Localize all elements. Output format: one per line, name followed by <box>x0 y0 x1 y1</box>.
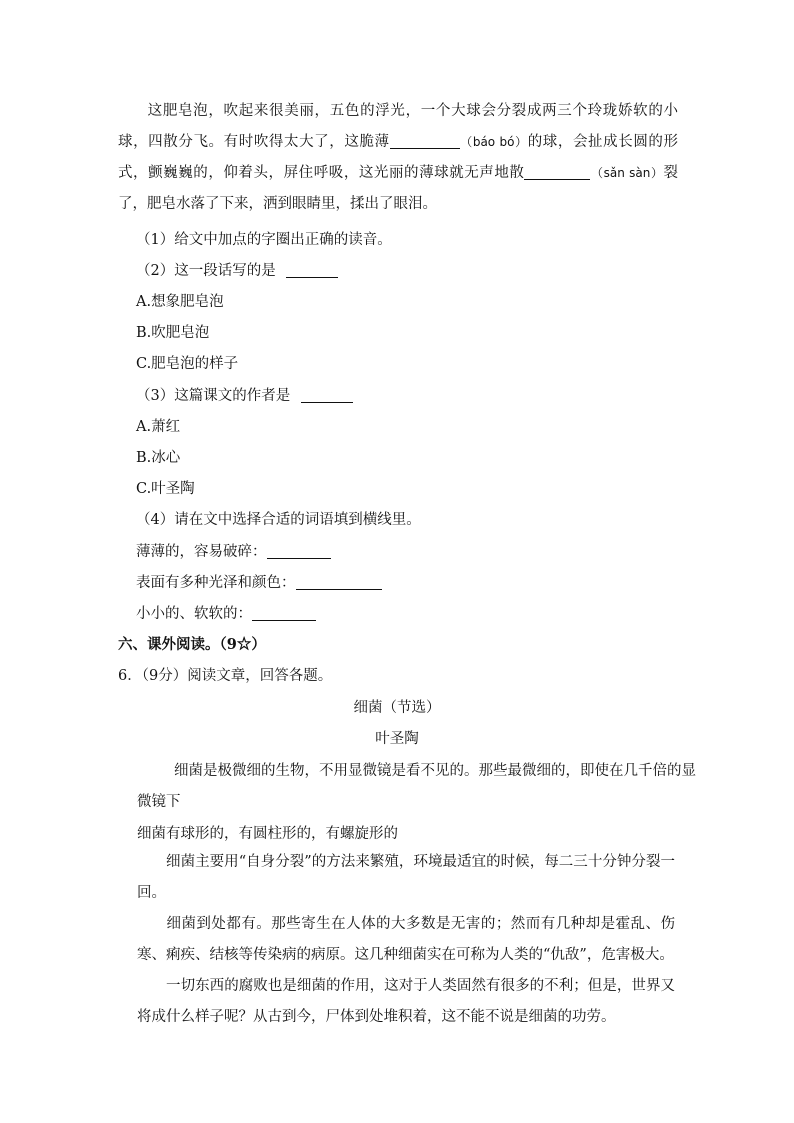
question-4: （4）请在文中选择合适的词语填到横线里。 <box>136 512 421 528</box>
passage-paragraph: 这肥皂泡，吹起来很美丽，五色的浮光，一个大球会分裂成两三个玲珑娇软的小球，四散分飞。有时吹得太大了，这脆薄 （báo bó）的球，会扯成长圆的形式，颤巍巍的，仰着头，屏住呼吸，这光丽的薄球就无声地散 （sǎn sàn）裂了，肥皂水落了下来，洒到眼睛里，揉出了眼泪。 <box>118 103 679 212</box>
answer-blank[interactable] <box>296 575 382 591</box>
article-paragraph: 细菌有球形的，有圆柱形的，有螺旋形的 <box>137 826 398 842</box>
question-2: （2）这一段话写的是 <box>136 259 338 280</box>
article-author: 叶圣陶 <box>375 731 419 747</box>
option-a[interactable]: A.想象肥皂泡 <box>136 294 224 310</box>
fill-item: 薄薄的，容易破碎： <box>136 540 331 561</box>
fill-item: 小小的、软软的： <box>136 602 316 623</box>
question-1: （1）给文中加点的字圈出正确的读音。 <box>136 232 392 248</box>
option-b[interactable]: B.吹肥皂泡 <box>136 325 210 341</box>
fill-item: 表面有多种光泽和颜色： <box>136 571 382 592</box>
answer-blank[interactable] <box>301 388 353 404</box>
article-paragraph: 细菌是极微细的生物，不用显微镜是看不见的。那些最微细的，即使在几千倍的显 <box>174 763 696 779</box>
question-6: 6．（9分）阅读文章，回答各题。 <box>118 668 333 684</box>
answer-blank[interactable] <box>390 134 460 150</box>
article-paragraph-cont: 微镜下 <box>137 794 181 810</box>
article-title: 细菌（节选） <box>353 700 441 716</box>
option-c[interactable]: C.肥皂泡的样子 <box>136 356 239 372</box>
option-a[interactable]: A.萧红 <box>136 419 181 435</box>
question-3: （3）这篇课文的作者是 <box>136 384 353 405</box>
article-paragraph: 细菌主要用“自身分裂”的方法来繁殖，环境最适宜的时候，每二三十分钟分裂一回。 <box>137 854 675 901</box>
answer-blank[interactable] <box>524 165 590 181</box>
article-paragraph: 一切东西的腐败也是细菌的作用，这对于人类固然有很多的不利；但是，世界又将成什么样子呢？从古到今，尸体到处堆积着，这不能不说是细菌的功劳。 <box>137 978 675 1025</box>
answer-blank[interactable] <box>267 544 331 560</box>
article-paragraph: 细菌到处都有。那些寄生在人体的大多数是无害的；然而有几种却是霍乱、伤寒、痢疾、结核等传染病的病原。这几种细菌实在可称为人类的“仇敌”，危害极大。 <box>137 916 675 963</box>
option-b[interactable]: B.冰心 <box>136 450 181 466</box>
option-c[interactable]: C.叶圣陶 <box>136 481 195 497</box>
section-heading: 六、课外阅读。（9☆） <box>118 636 266 653</box>
answer-blank[interactable] <box>252 606 316 622</box>
answer-blank[interactable] <box>286 263 338 279</box>
